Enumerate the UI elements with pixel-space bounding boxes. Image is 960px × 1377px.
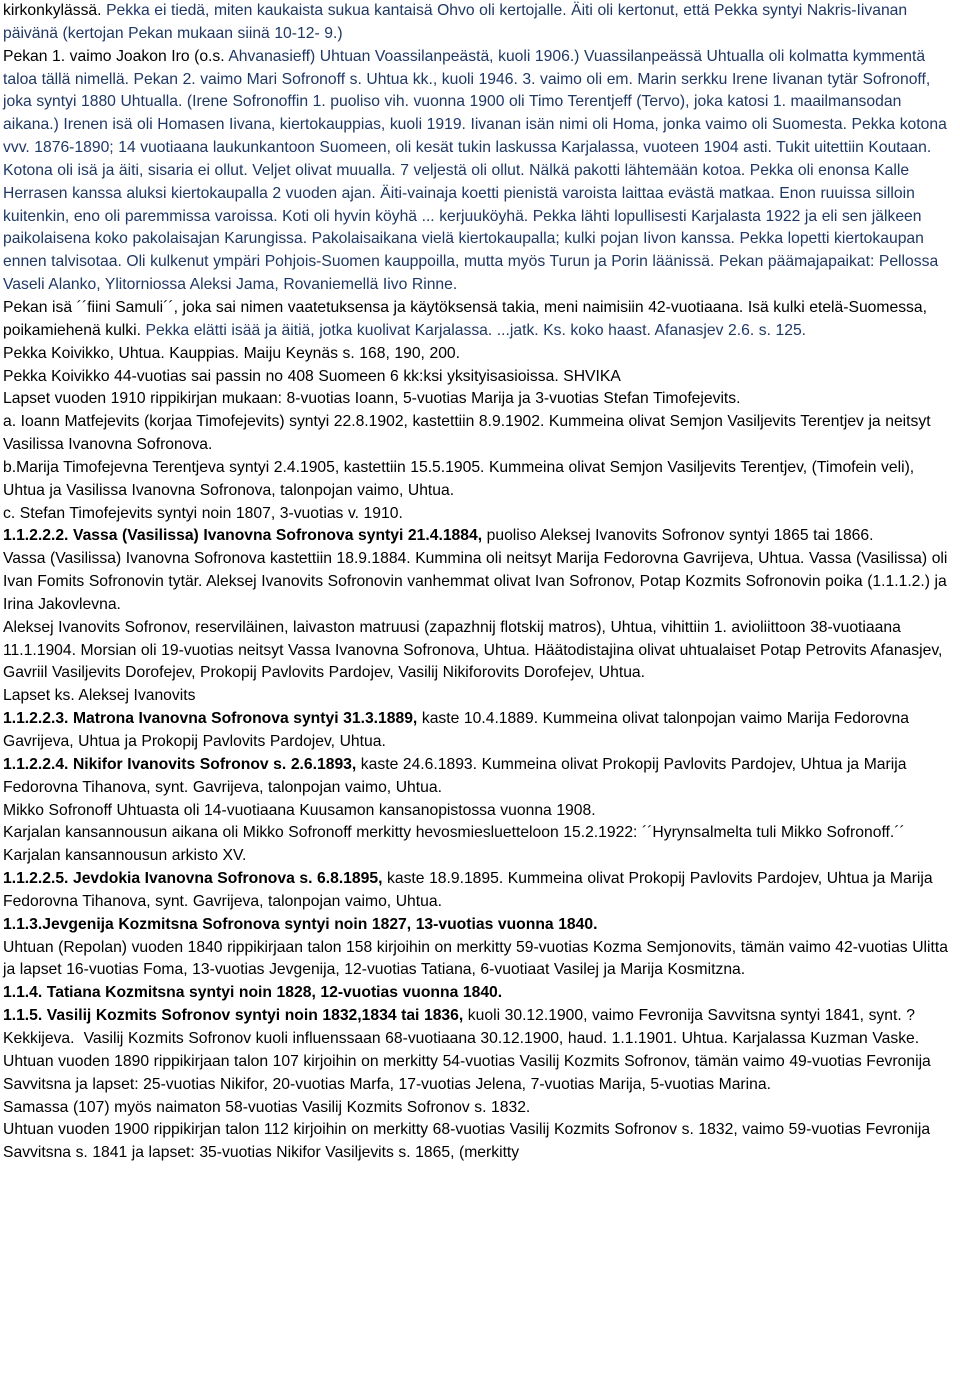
text-run: kaste 10.4.1889. Kummeina olivat talonpojan vaimo Marija Fedorovna Gavrijeva, Uhtua ja Prokopij Pavlovits Pardojev, Uhtua. bbox=[3, 710, 914, 750]
text-run: Samassa (107) myös naimaton 58-vuotias Vasilij Kozmits Sofronov s. 1832. bbox=[3, 1098, 531, 1116]
heading-run: 1.1.2.2.3. Matrona Ivanovna Sofronova syntyi 31.3.1889, bbox=[3, 710, 418, 728]
text-run: Ahvanasieff) Uhtuan Voassilanpeästä, kuoli 1906.) Vuassilanpeässä Uhtualla oli kolmatta kymmentä taloa tällä nimellä. Pekan 2. vaimo Mari Sofronoff s. Uhtua kk., kuoli 1946. 3. vaimo oli em. Marin serkku Irene Iivanan tytär Sofronoff, joka syntyi 1880 Uhtualla. (Irene Sofronoffin 1. puoliso vih. vuonna 1900 oli Timo Terentjeff (Tervo), joka katosi 1. maailmansodan aikana.) Irenen isä oli Homasen Iivana, kiertokauppias, kuoli 1919. Iivanan isän nimi oli Homa, jonka vaimo oli Suomesta. Pekka kotona vvv. 1876-1890; 14 vuotiaana laukunkantoon Suomeen, oli kesät tukin laskussa Karjalassa, vuoteen 1904 asti. Tukit uitettiin Koutaan. Kotona oli isä ja äiti, sisaria ei ollut. Veljet olivat muualla. 7 veljestä oli ollut. Nälkä pakotti lähtemään kotoa. Pekka oli enonsa Kalle Herrasen kanssa aluksi kiertokaupalla 2 vuoden ajan. Äiti-vainaja koetti pienistä varoista laittaa evästä matkaa. Enon ruuissa silloin kuitenkin, eno oli paremmissa varoissa. Koti oli hyvin köyhä ... kerjuuköyhä. Pekka lähti lopullisesti Karjalasta 1922 ja eli sen jälkeen paikolaisena koko pakolaisajan Karungissa. Pakolaisaikana vielä kiertokaupalla; kulki pojan Iivon kanssa. Pekka lopetti kiertokaupan ennen talvisotaa. Oli kulkenut ympäri Pohjois-Suomen kauppoilla, mutta myös Turun ja Porin läänissä. Pekan päämajapaikat: Pellossa Vaseli Alanko, Ylitorniossa Aleksi Jama, Rovaniemellä Iivo Rinne. bbox=[3, 47, 952, 294]
paragraph bbox=[3, 914, 957, 937]
paragraph bbox=[3, 343, 957, 366]
text-run: kuoli 30.12.1900, vaimo Fevronija Savvitsna syntyi 1841, synt. ?Kekkijeva. Vasilij Kozmits Sofronov kuoli influenssaan 68-vuotiaana 30.12.1900, haud. 1.1.1901. Uhtua. Karjalassa Kuzman Vaske. bbox=[3, 1007, 920, 1047]
heading-run: 1.1.4. Tatiana Kozmitsna syntyi noin 1828, 12-vuotias vuonna 1840. bbox=[3, 984, 503, 1002]
paragraph bbox=[3, 503, 957, 526]
text-run: Mikko Sofronoff Uhtuasta oli 14-vuotiaana Kuusamon kansanopistossa vuonna 1908. bbox=[3, 801, 596, 819]
heading-run: 1.1.5. Vasilij Kozmits Sofronov syntyi noin 1832,1834 tai 1836, bbox=[3, 1007, 464, 1025]
text-run: Uhtuan vuoden 1900 rippikirjan talon 112 kirjoihin on merkitty 68-vuotias Vasilij Kozmits Sofronov s. 1832, vaimo 59-vuotias Fevronija Savvitsna s. 1841 ja lapset: 35-vuotias Nikifor Vasiljevits s. 1865, (merkitty bbox=[3, 1121, 935, 1162]
text-run: Pekka ei tiedä, miten kaukaista sukua kantaisä Ohvo oli kertojalle. Äiti oli kertonut, että Pekka syntyi Nakris-Iivanan päivänä (kertojan Pekan mukaan siinä 10-12- 9.) bbox=[3, 2, 912, 42]
paragraph bbox=[3, 685, 957, 708]
paragraph bbox=[3, 937, 957, 983]
paragraph bbox=[3, 1051, 957, 1097]
text-run: b.Marija Timofejevna Terentjeva syntyi 2.4.1905, kastettiin 15.5.1905. Kummeina olivat Semjon Vasiljevits Terentjev, (Timofein veli), Uhtua ja Vasilissa Ivanovna Sofronova, talonpojan vaimo, Uhtua. bbox=[3, 458, 919, 499]
text-run: Pekan 1. vaimo Joakon Iro (o.s. bbox=[3, 47, 229, 65]
paragraph bbox=[3, 708, 957, 754]
paragraph bbox=[3, 46, 957, 297]
heading-run: 1.1.2.2.2. Vassa (Vasilissa) Ivanovna Sofronova syntyi 21.4.1884, bbox=[3, 527, 483, 545]
heading-run: 1.1.2.2.4. Nikifor Ivanovits Sofronov s. 2.6.1893, bbox=[3, 755, 357, 773]
heading-run: 1.1.3.Jevgenija Kozmitsna Sofronova syntyi noin 1827, 13-vuotias vuonna 1840. bbox=[3, 915, 598, 933]
text-run: kirkonkylässä. bbox=[3, 2, 107, 19]
text-run: Lapset ks. Aleksej Ivanovits bbox=[3, 687, 196, 705]
paragraph bbox=[3, 457, 957, 503]
paragraph bbox=[3, 617, 957, 686]
paragraph bbox=[3, 0, 957, 46]
document-text bbox=[3, 0, 957, 1165]
paragraph bbox=[3, 868, 957, 914]
text-run: c. Stefan Timofejevits syntyi noin 1807, 3-vuotias v. 1910. bbox=[3, 504, 403, 522]
paragraph bbox=[3, 297, 957, 343]
text-run: Pekka Koivikko, Uhtua. Kauppias. Maiju Keynäs s. 168, 190, 200. bbox=[3, 344, 461, 362]
text-run: kaste 24.6.1893. Kummeina olivat Prokopij Pavlovits Pardojev, Uhtua ja Marija Fedorovna Tihanova, synt. Gavrijeva, talonpojan vaimo, Uhtua. bbox=[3, 755, 911, 796]
paragraph bbox=[3, 548, 957, 617]
text-run: a. Ioann Matfejevits (korjaa Timofejevits) syntyi 22.8.1902, kastettiin 8.9.1902. Kummeina olivat Semjon Vasiljevits Terentjev ja neitsyt Vasilissa Ivanovna Sofronova. bbox=[3, 413, 936, 454]
paragraph bbox=[3, 754, 957, 800]
text-run: Aleksej Ivanovits Sofronov, reserviläinen, laivaston matruusi (zapazhnij flotskij matros), Uhtua, vihittiin 1. avioliittoon 38-vuotiaana 11.1.1904. Morsian oli 19-vuotias neitsyt Vassa Ivanovna Sofronova, Uhtua. Häätodistajina olivat uhtualaiset Potap Petrovits Afanasjev, Gavriil Vasiljevits Dorofejev, Prokopij Pavlovits Pardojev, Vasilij Nikiforovits Dorofejev, Uhtua. bbox=[3, 618, 947, 682]
text-run: Lapset vuoden 1910 rippikirjan mukaan: 8-vuotias Ioann, 5-vuotias Marija ja 3-vuotias Stefan Timofejevits. bbox=[3, 390, 741, 408]
paragraph bbox=[3, 366, 957, 389]
heading-run: 1.1.2.2.5. Jevdokia Ivanovna Sofronova s. 6.8.1895, bbox=[3, 870, 383, 888]
paragraph bbox=[3, 1005, 957, 1051]
paragraph bbox=[3, 800, 957, 823]
paragraph bbox=[3, 525, 957, 548]
paragraph bbox=[3, 822, 957, 868]
paragraph bbox=[3, 1119, 957, 1165]
text-run: Karjalan kansannousun aikana oli Mikko Sofronoff merkitty hevosmiesluetteloon 15.2.1922: ´´Hyrynsalmelta tuli Mikko Sofronoff.´´ Karjalan kansannousun arkisto XV. bbox=[3, 824, 910, 865]
paragraph bbox=[3, 411, 957, 457]
text-run: Uhtuan vuoden 1890 rippikirjaan talon 107 kirjoihin on merkitty 54-vuotias Vasilij Kozmits Sofronov, tämän vaimo 49-vuotias Fevronija Savvitsna ja lapset: 25-vuotias Nikifor, 20-vuotias Marfa, 17-vuotias Jelena, 7-vuotias Marija, 5-vuotias Marina. bbox=[3, 1052, 936, 1093]
text-run: Uhtuan (Repolan) vuoden 1840 rippikirjaan talon 158 kirjoihin on merkitty 59-vuotias Kozma Semjonovits, tämän vaimo 42-vuotias Ulitta ja lapset 16-vuotias Foma, 13-vuotias Jevgenija, 12-vuotias Tatiana, 6-vuotiaat Vasilej ja Marija Kosmitzna. bbox=[3, 938, 953, 979]
text-run: Pekan isä ´´fiini Samuli´´, joka sai nimen vaatetuksensa ja käytöksensä takia, meni naimisiin 42-vuotiaana. Isä kulki etelä-Suomessa, poikamiehenä kulki. bbox=[3, 298, 932, 339]
paragraph bbox=[3, 982, 957, 1005]
text-run: Pekka Koivikko 44-vuotias sai passin no 408 Suomeen 6 kk:ksi yksityisasioissa. SHVIKA bbox=[3, 367, 621, 385]
text-run: kaste 18.9.1895. Kummeina olivat Prokopij Pavlovits Pardojev, Uhtua ja Marija Fedorovna Tihanova, synt. Gavrijeva, talonpojan vaimo, Uhtua. bbox=[3, 870, 938, 910]
text-run: Vassa (Vasilissa) Ivanovna Sofronova kastettiin 18.9.1884. Kummina oli neitsyt Marija Fedorovna Gavrijeva, Uhtua. Vassa (Vasilissa) oli Ivan Fomits Sofronovin tytär. Aleksej Ivanovits Sofronovin vanhemmat olivat Ivan Sofronov, Potap Kozmits Sofronovin poika (1.1.1.2.) ja Irina Jakovlevna. bbox=[3, 550, 952, 613]
paragraph bbox=[3, 1097, 957, 1120]
paragraph bbox=[3, 388, 957, 411]
text-run: Pekka elätti isää ja äitiä, jotka kuolivat Karjalassa. ...jatk. Ks. koko haast. Afanasjev 2.6. s. 125. bbox=[145, 321, 807, 339]
text-run: puoliso Aleksej Ivanovits Sofronov syntyi 1865 tai 1866. bbox=[482, 527, 874, 545]
